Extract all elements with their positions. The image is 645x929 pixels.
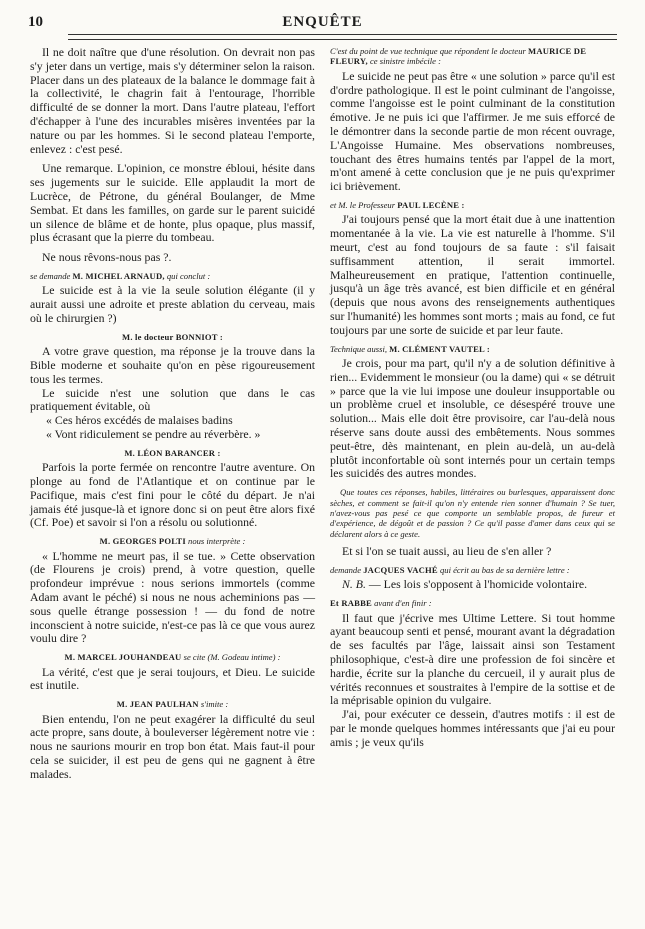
response-text: J'ai toujours pensé que la mort était due à une inattention momentanée à la vie. La vie est naturelle à l'homme. S'il meurt, c'est au fond toujours de sa faute : s'il faisait suffisamment attention, il serait immortel. Malheureusement en pratique, l'attention continuelle, jusqu'à un âge très avancé, est bien difficile et en général (depuis que nous avons des renseignements authentiques sur l'humanité) les hommes sont morts ; mais au fond, ce fut toujours par une sorte de suicide et par leur faute. [330,212,615,337]
respondent-intro [30,448,315,458]
respondent-intro: M. MARCEL JOUHANDEAU se cite (M. Godeau intime) : [64,652,281,663]
respondent-name: M. LÉON BARANCER : [124,447,221,458]
respondent-name: M. CLÉMENT VAUTEL : [389,343,490,354]
response-text: Le suicide ne peut pas être « une solution » parce qu'il est d'ordre pathologique. Il est le point culminant de l'angoisse, comme l'angoisse est le point culminant de la constitution émotive. Je ne puis ici que l'affirmer. Je me suis efforcé de le démontrer dans la seconde partie de mon récent ouvrage, L'Angoisse Humaine. Mes observations nombreuses, touchant des êtres humains tentés par l'appel de la mort, m'ont amené à cette conclusion que je ne puis qu'exprimer ici brièvement. [330,68,615,194]
response-text: Je crois, pour ma part, qu'il n'y a de solution définitive à rien... Evidemment le monsieur (ou la dame) qui « se détruit » parce que la vie lui impose une douleur insupportable ou un problème cruel et insoluble, ce désespéré trouve une solution... Mais elle doit être provisoire, car l'au-delà nous réserve sans doute aussi des embêtements. Nous sommes peut-être, dès maintenant, en plein au-delà, un au-delà plutôt inconfortable où sont internés pour un certain temps les suicidés des autres mondes. [330,355,615,481]
left-column [30,46,315,782]
response-text: A votre grave question, ma réponse je la trouve dans la Bible moderne et souhaite qu'on en pèse rigoureusement tous les termes. [30,344,315,386]
response-text: La vérité, c'est que je serai toujours, et Dieu. Le suicide est inutile. [30,664,315,693]
respondent-intro: se demande M. MICHEL ARNAUD, qui conclut : [30,270,211,281]
page-title: ENQUÊTE [282,14,363,30]
response-text: Le suicide n'est une solution que dans le cas pratiquement évitable, où [30,385,315,414]
respondent-intro [30,332,315,342]
respondent-name: MAURICE DE FLEURY, [330,46,587,67]
response-text: « L'homme ne meurt pas, il se tue. » Cette observation (de Flourens je crois) prend, à votre question, quelle profondeur imprévue : nous serions immortels (comme Adam avant le péché) si nous ne nous acheminions pas — sous quelle étrange possession ! — du fond de notre inconscient à notre suicide, n'est-ce pas là ce que vous aurez voulu dire ? [30,548,315,646]
page-header [28,14,617,38]
respondent-intro: M. JEAN PAULHAN s'imite : [116,699,229,710]
editorial-comment: Que toutes ces réponses, habiles, littéraires ou burlesques, apparaissent donc sèches, et comment se fait-il qu'on n'y entende rien sonner d'humain ? Se tuer, n'avez-vous pas pesé ce que comporte un semblable propos, de fureur et d'expérience, de dégoût et de passion ? Ce qu'il passe d'amer dans ceux qui se déclarent alors à ce geste. [330,487,615,539]
respondent-name: M. MARCEL JOUHANDEAU [64,652,182,663]
paragraph: Et si l'on se tuait aussi, au lieu de s'en aller ? [342,544,552,559]
paragraph: Ne nous rêvons-nous pas ?. [42,250,172,265]
response-text: N. B. — Les lois s'opposent à l'homicide volontaire. [342,577,588,592]
header-rule [68,34,617,40]
respondent-name: JACQUES VACHÉ [363,564,438,575]
right-column [330,46,615,750]
respondent-name: PAUL LECÈNE : [397,199,465,210]
nb-label: N. B. [342,577,366,592]
paragraph: Une remarque. L'opinion, ce monstre ébloui, hésite dans ses jugements sur le suicide. Elle applaudit la mort de Lucrèce, de Pétrone, du général Boulanger, de Mme Sembat. Et dans les familles, on garde sur le parent suicidé un silence de blâme et de honte, plus opaque, plus massif, plus écrasant que la pierre du tombeau. [30,161,315,245]
respondent-intro: et M. le Professeur PAUL LECÈNE : [330,199,465,210]
respondent-name: Et RABBE [330,598,372,609]
response-text: Parfois la porte fermée on rencontre l'autre aventure. On plonge au fond de l'Atlantique et on continue par le Pacifique, mais c'est fini pour le côté du départ. Je n'ai jamais été jusque-là et ignore donc si on peut être alors fixé (Cf. Poe) et savoir si l'on a résolu ou solutionné. [30,460,315,530]
response-text: Le suicide est à la vie la seule solution élégante (il y aurait aussi une adroite et preste ablation du cerveau, mais où le chirurgien ?) [30,283,315,325]
response-text: Il faut que j'écrive mes Ultime Lettere. Si tout homme ayant beaucoup senti et pensé, mourant avant la dégradation de ses facultés par l'âge, laissait ainsi son Testament philosophique, c'est-à dire une profession de foi sincère et hardie, écrite sur la planche du cercueil, il y aurait plus de vérités reconnues et soustraites à l'empire de la sottise et de la méprisable opinion du vulgaire. [330,610,615,708]
respondent-intro: Et RABBE avant d'en finir : [330,598,432,609]
respondent-name: M. MICHEL ARNAUD, [72,270,165,281]
respondent-intro: demande JACQUES VACHÉ qui écrit au bas de sa dernière lettre : [330,564,570,575]
respondent-name: M. le docteur BONNIOT : [122,331,223,342]
respondent-intro: C'est du point de vue technique que répondent le docteur MAURICE DE FLEURY, ce sinistre imbécile : [330,46,587,67]
respondent-intro: Technique aussi, M. CLÉMENT VAUTEL : [330,343,490,354]
page-number: 10 [28,14,43,30]
respondent-intro: M. GEORGES POLTI nous interprète : [99,536,246,547]
response-text: Bien entendu, l'on ne peut exagérer la difficulté du seul acte propre, sans doute, à bouleverser légèrement notre vie : nous ne saurions mourir en trop bon état. Mais faut-il pour cela se suicider, il est peu de gens qui ne gagnent à être malades. [30,711,315,781]
respondent-name: M. JEAN PAULHAN [116,699,199,710]
response-text: J'ai, pour exécuter ce dessein, d'autres motifs : il est de par le monde quelques hommes intéressants que j'ai eu pour amis ; je veux qu'ils [330,707,615,749]
verse-line: « Vont ridiculement se pendre au réverbère. » [46,426,261,441]
paragraph: Il ne doit naître que d'une résolution. On devrait non pas s'y jeter dans un vertige, mais s'y déterminer selon la raison. Placer dans un des plateaux de la balance le dommage fait à la collectivité, le chagrin fait à l'entourage, l'horrible difficulté de se donner la mort. Dans l'autre plateau, l'effort d'échapper à l'une des incurables misères inventées par la nature ou par les hommes. Si le second plateau l'emporte, enlevez : c'est pesé. [30,45,315,156]
respondent-name: M. GEORGES POLTI [99,536,186,547]
verse-line: « Ces héros excédés de malaises badins [46,413,233,428]
